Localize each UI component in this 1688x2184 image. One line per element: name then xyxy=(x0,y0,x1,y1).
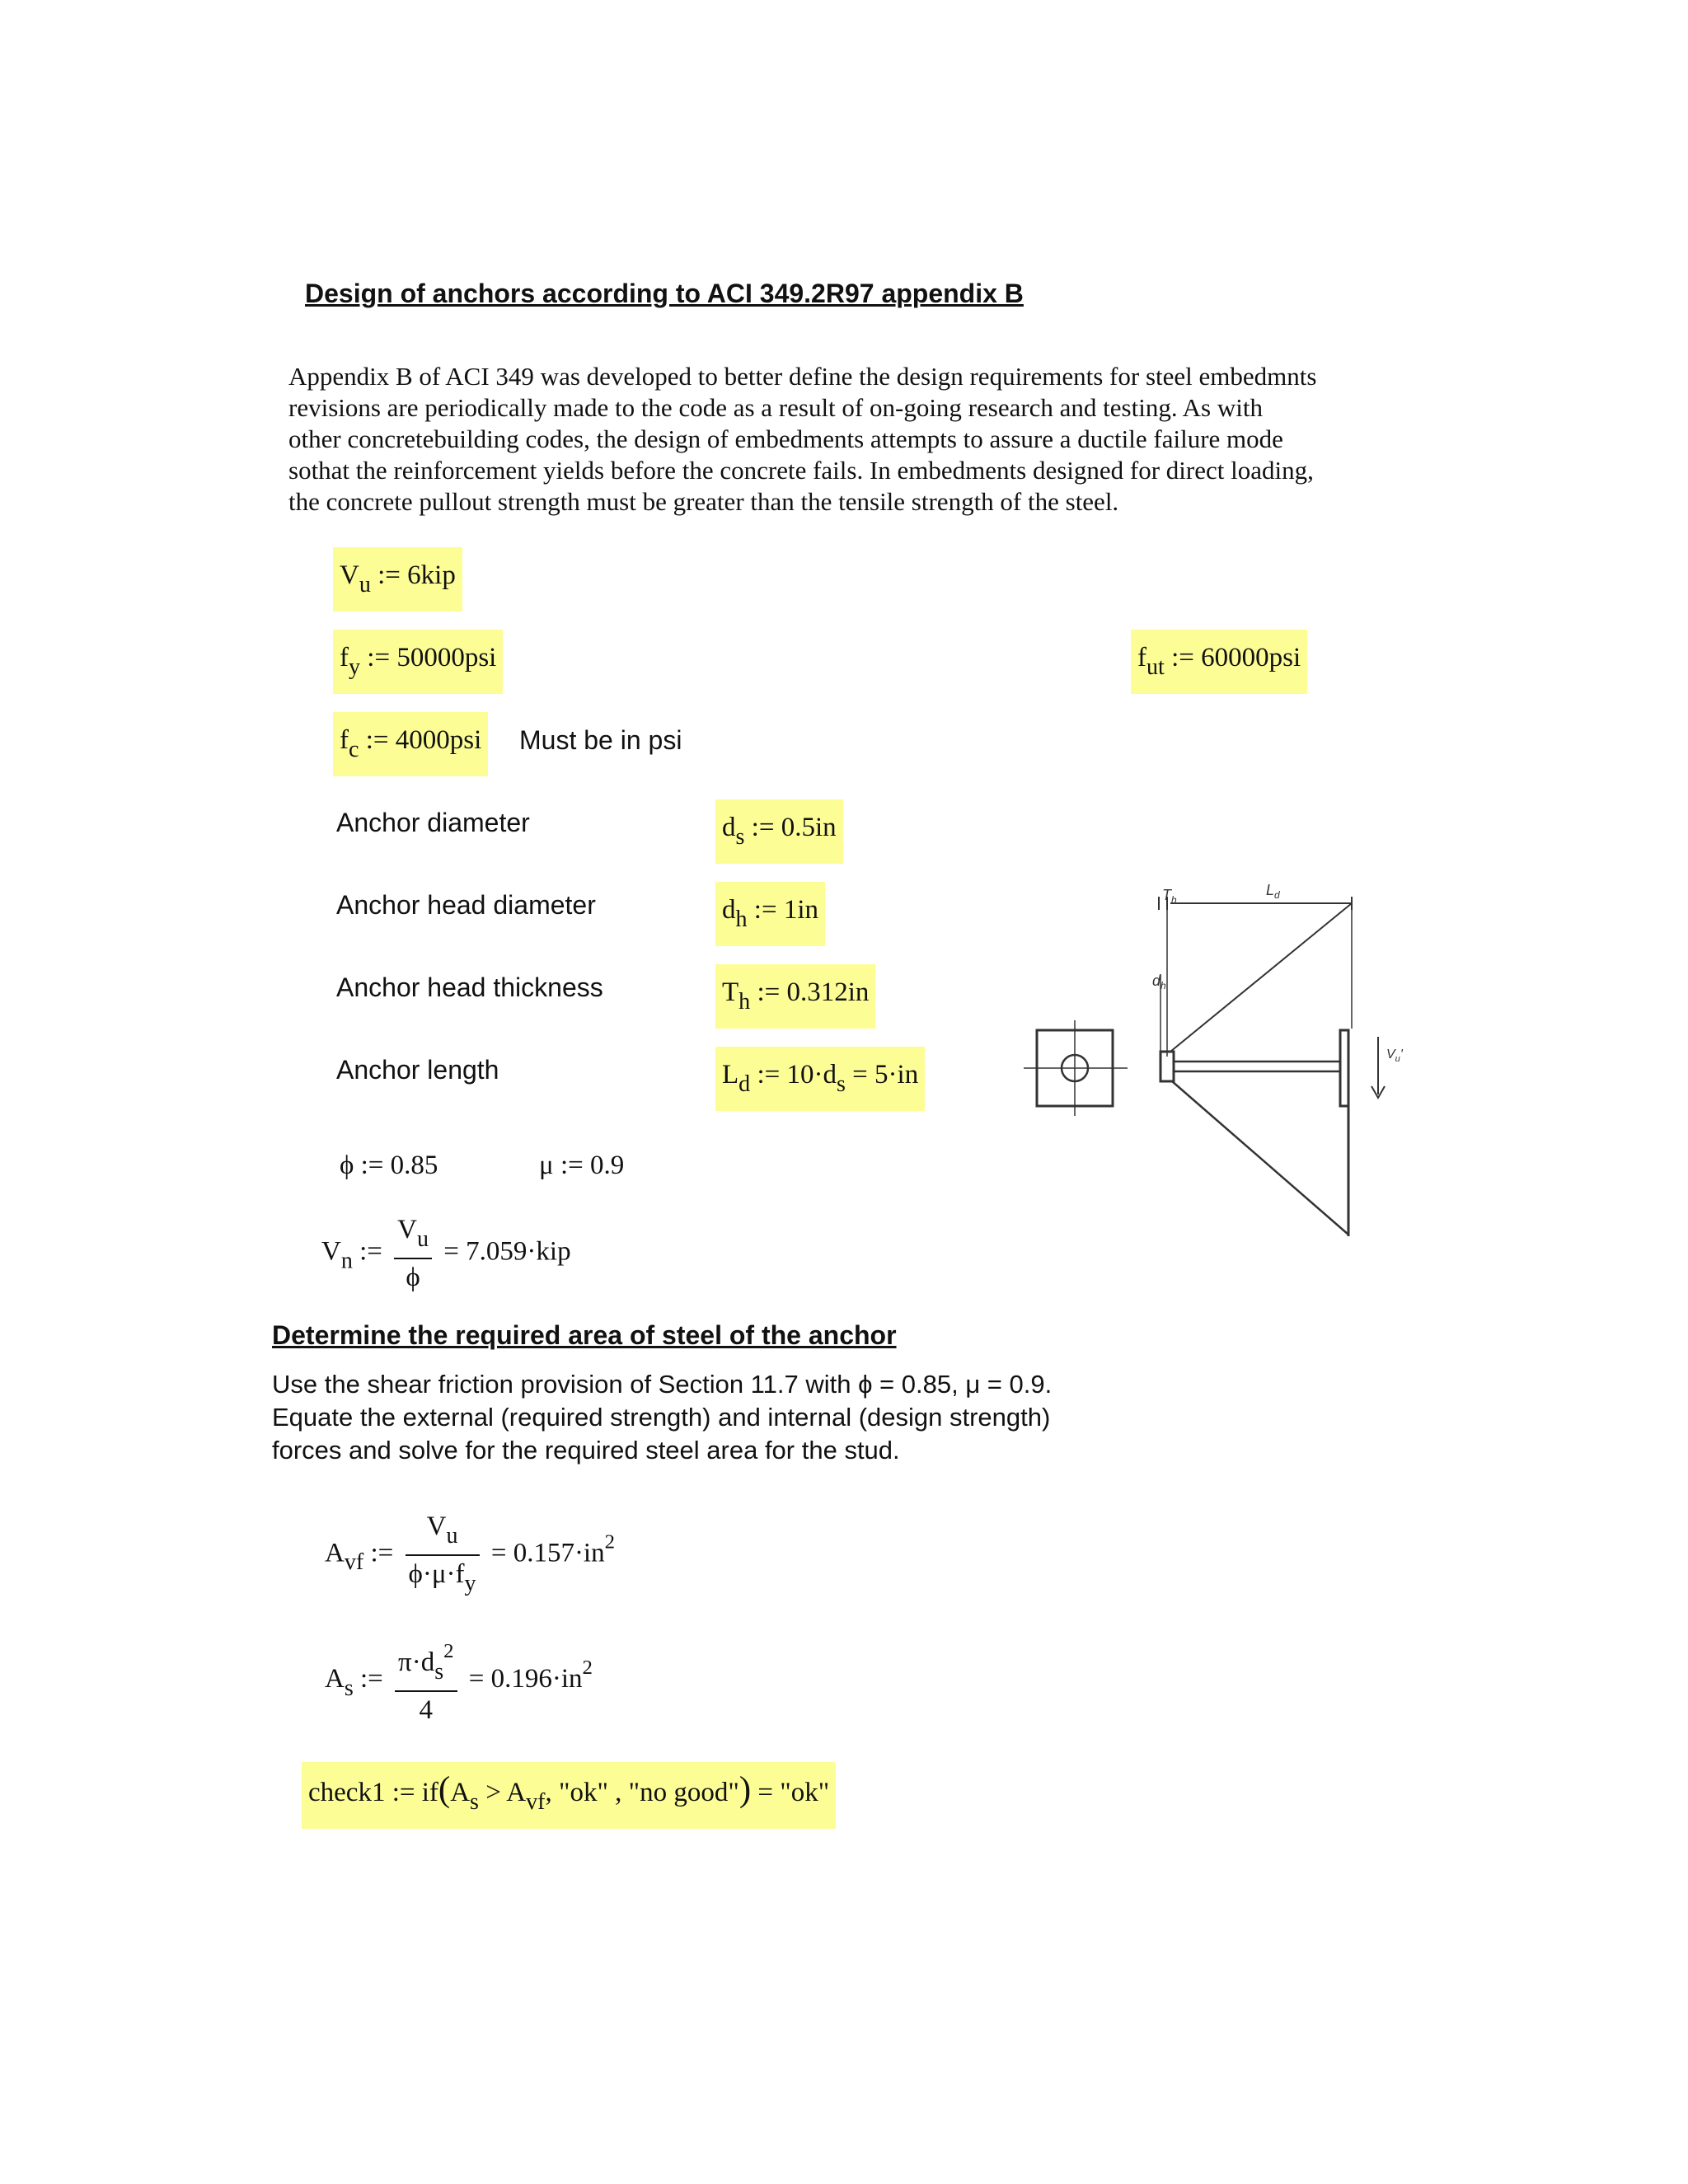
fut-definition[interactable]: $f_{ut}$ := 60000psi xyxy=(1131,630,1307,694)
vu-definition[interactable]: $V_u$ := 6kip xyxy=(333,547,462,612)
anchor-length-label: Anchor length xyxy=(336,1055,499,1085)
check1-avf-subscript: vf xyxy=(526,1788,546,1815)
th-symbol: T xyxy=(722,977,739,1007)
section-paragraph xyxy=(272,1368,1179,1467)
vn-numerator-subscript: u xyxy=(417,1226,429,1252)
ld-subscript: d xyxy=(738,1071,751,1097)
phi-definition[interactable]: ϕ := 0.85 xyxy=(340,1151,438,1180)
check1-as-symbol: A xyxy=(450,1778,471,1807)
fc-value: 4000psi xyxy=(395,725,482,755)
vu-value: 6kip xyxy=(407,560,456,590)
vu-diagram-label: $V_u'$ xyxy=(1386,1047,1403,1064)
vn-fraction xyxy=(394,1212,432,1296)
check1-definition[interactable]: check1 := $if(A_s > A_{vf}$, "ok" , "no good") = "ok" xyxy=(302,1762,836,1829)
check1-bad-string: "no good" xyxy=(628,1778,739,1807)
th-subscript: h xyxy=(738,988,751,1015)
as-numerator-exponent: 2 xyxy=(443,1640,454,1662)
avf-fraction xyxy=(406,1508,480,1602)
cone-lower-line xyxy=(1172,1081,1348,1235)
as-exponent: 2 xyxy=(582,1656,593,1679)
check1-avf-symbol: A xyxy=(506,1778,527,1807)
ld-expression: 10·d xyxy=(786,1060,837,1090)
dh-symbol: d xyxy=(722,895,736,925)
check1-as-subscript: s xyxy=(470,1788,479,1815)
intro-line: revisions are periodically made to the code as a result of on-going research and testing. As with xyxy=(288,393,1263,422)
fut-value: 60000psi xyxy=(1201,643,1301,673)
anchor-diameter-label: Anchor diameter xyxy=(336,808,530,837)
fut-subscript: ut xyxy=(1146,654,1165,680)
dh-diagram-label: $d_h$ xyxy=(1152,972,1166,991)
vn-denominator: ϕ xyxy=(406,1262,420,1292)
as-numerator-subscript: s xyxy=(434,1658,444,1685)
vn-definition[interactable]: $V_n$ := $\frac{V_u}{\phi}$ = 7.059·kip xyxy=(315,1202,578,1304)
vn-numerator: V xyxy=(397,1215,417,1244)
ld-diagram-label: $L_d$ xyxy=(1266,882,1280,901)
page-title: Design of anchors according to ACI 349.2R97 appendix B xyxy=(305,279,1024,308)
fy-symbol: f xyxy=(340,643,349,673)
th-diagram-label: $T_h$ xyxy=(1162,887,1177,906)
vu-subscript: u xyxy=(359,571,371,598)
fy-subscript: y xyxy=(349,654,361,680)
plate-side-view xyxy=(1340,1030,1348,1106)
vn-result: 7.059·kip xyxy=(466,1236,571,1267)
mu-definition[interactable]: μ := 0.9 xyxy=(539,1151,625,1180)
intro-line: sothat the reinforcement yields before the concrete fails. In embedments designed for direct loading, xyxy=(288,456,1314,485)
section-line: Equate the external (required strength) and internal (design strength) xyxy=(272,1403,1051,1432)
as-denominator: 4 xyxy=(419,1694,434,1725)
vu-symbol: V xyxy=(340,560,359,590)
avf-result: 0.157·in xyxy=(513,1538,605,1568)
avf-numerator: V xyxy=(426,1511,447,1541)
anchor-head-diameter-label: Anchor head diameter xyxy=(336,890,596,920)
avf-symbol: A xyxy=(325,1538,345,1568)
section-line: forces and solve for the required steel area for the stud. xyxy=(272,1436,900,1465)
avf-denominator-subscript: y xyxy=(464,1570,476,1596)
dh-definition[interactable]: $d_h$ := 1in xyxy=(715,882,825,946)
vn-symbol: V xyxy=(321,1236,341,1267)
fy-value: 50000psi xyxy=(396,643,497,673)
vn-subscript: n xyxy=(340,1248,353,1274)
as-subscript: s xyxy=(344,1675,354,1701)
th-definition[interactable]: $T_h$ := 0.312in xyxy=(715,964,875,1029)
intro-line: Appendix B of ACI 349 was developed to better define the design requirements for steel embedmnts xyxy=(288,362,1317,391)
ds-subscript: s xyxy=(735,823,745,850)
avf-denominator: ϕ·μ·f xyxy=(408,1558,465,1589)
avf-exponent: 2 xyxy=(604,1530,615,1554)
ds-symbol: d xyxy=(722,813,736,842)
mu-value: 0.9 xyxy=(589,1151,625,1180)
as-result: 0.196·in xyxy=(490,1664,583,1694)
ld-result: 5·in xyxy=(874,1060,919,1090)
check1-label: check1 := if xyxy=(308,1778,438,1807)
dh-value: 1in xyxy=(783,895,818,925)
as-symbol: A xyxy=(325,1664,345,1694)
ds-definition[interactable]: $d_s$ := 0.5in xyxy=(715,799,843,864)
phi-value: 0.85 xyxy=(390,1151,438,1180)
anchor-diagram xyxy=(1022,865,1418,1244)
cone-upper-line xyxy=(1170,903,1352,1052)
ds-value: 0.5in xyxy=(781,813,837,842)
fy-definition[interactable]: $f_y$ := 50000psi xyxy=(333,630,503,694)
fc-symbol: f xyxy=(340,725,349,755)
dh-subscript: h xyxy=(735,906,748,932)
as-fraction xyxy=(395,1633,457,1728)
fut-symbol: f xyxy=(1137,643,1146,673)
as-numerator: π·d xyxy=(398,1647,435,1678)
avf-subscript: vf xyxy=(344,1549,364,1576)
avf-numerator-subscript: u xyxy=(446,1522,458,1549)
check1-result: "ok" xyxy=(780,1778,830,1807)
as-definition[interactable]: $A_s$ := $\frac{\pi\cdot d_s^2}{4}$ = $0.196\cdot in^2$ xyxy=(318,1624,599,1736)
avf-definition[interactable]: $A_{vf}$ := $\frac{V_u}{\phi\cdot\mu\cdot f_y}$ = $0.157\cdot in^2$ xyxy=(318,1498,621,1610)
fc-subscript: c xyxy=(349,736,359,762)
intro-paragraph xyxy=(288,361,1426,518)
th-value: 0.312in xyxy=(786,977,870,1007)
anchor-head-thickness-label: Anchor head thickness xyxy=(336,972,603,1002)
ld-symbol: L xyxy=(722,1060,739,1090)
ld-definition[interactable]: $L_d$ := $10\cdot d_s = 5\cdot in$ xyxy=(715,1047,925,1111)
check1-ok-string: "ok" xyxy=(558,1778,608,1807)
fc-note: Must be in psi xyxy=(519,725,682,755)
fc-definition[interactable]: $f_c$ := 4000psi xyxy=(333,712,488,776)
intro-line: the concrete pullout strength must be greater than the tensile strength of the steel. xyxy=(288,487,1119,516)
section-line: Use the shear friction provision of Section 11.7 with ϕ = 0.85, μ = 0.9. xyxy=(272,1370,1053,1399)
ld-expression-subscript: s xyxy=(836,1071,846,1097)
intro-line: other concretebuilding codes, the design of embedments attempts to assure a ductile failure mode xyxy=(288,424,1283,453)
section-heading: Determine the required area of steel of the anchor xyxy=(272,1320,897,1350)
